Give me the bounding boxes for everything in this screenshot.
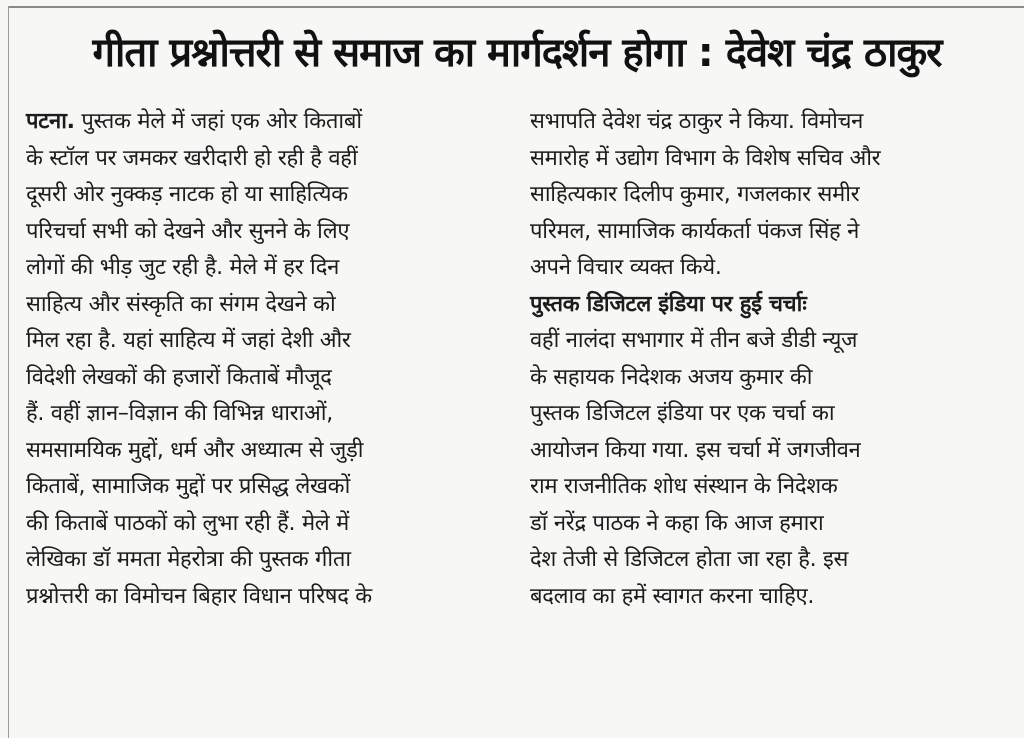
text-line: साहित्यकार दिलीप कुमार, गजलकार समीर — [530, 182, 860, 207]
left-border-rule — [8, 6, 9, 738]
text-line: पुस्तक मेले में जहां एक ओर किताबों — [74, 109, 362, 134]
text-line: प्रश्नोत्तरी का विमोचन बिहार विधान परिषद के — [26, 583, 372, 609]
text-line: अपने विचार व्यक्त किये. — [530, 255, 722, 280]
text-line: हैं. वहीं ज्ञान–विज्ञान की विभिन्न धाराओं, — [26, 401, 333, 426]
text-line: दूसरी ओर नुक्कड़ नाटक हो या साहित्यिक — [26, 182, 348, 207]
text-line: के स्टॉल पर जमकर खरीदारी हो रही है वहीं — [26, 145, 358, 171]
subheading: पुस्तक डिजिटल इंडिया पर हुई चर्चाः — [530, 291, 807, 317]
first-line — [26, 104, 496, 141]
text-line: लोगों की भीड़ जुट रही है. मेले में हर दिन — [26, 255, 340, 280]
text-line: परिचर्चा सभी को देखने और सुनने के लिए — [26, 218, 350, 244]
text-line: विदेशी लेखकों की हजारों किताबें मौजूद — [26, 364, 332, 390]
text-line: मिल रहा है. यहां साहित्य में जहां देशी और — [26, 328, 351, 353]
right-column — [530, 104, 1000, 615]
text-line: के सहायक निदेशक अजय कुमार की — [530, 364, 813, 390]
text-line: परिमल, सामाजिक कार्यकर्ता पंकज सिंह ने — [530, 218, 860, 244]
dateline: पटना. — [26, 109, 75, 134]
top-border-rule — [8, 6, 1024, 8]
text-line: बदलाव का हमें स्वागत करना चाहिए. — [530, 583, 815, 609]
text-line: राम राजनीतिक शोध संस्थान के निदेशक — [530, 474, 838, 499]
text-line: समारोह में उद्योग विभाग के विशेष सचिव और — [530, 145, 881, 171]
text-line: वहीं नालंदा सभागार में तीन बजे डीडी न्यूज — [530, 328, 858, 353]
text-line: किताबें, सामाजिक मुद्दों पर प्रसिद्ध लेखकों — [26, 474, 350, 499]
text-line: समसामयिक मुद्दों, धर्म और अध्यात्म से जुड़ी — [26, 437, 364, 463]
text-line: साहित्य और संस्कृति का संगम देखने को — [26, 291, 336, 317]
headline: गीता प्रश्नोत्तरी से समाज का मार्गदर्शन होगा : देवेश चंद्र ठाकुर — [92, 30, 942, 76]
text-line: पुस्तक डिजिटल इंडिया पर एक चर्चा का — [530, 401, 835, 426]
text-line: लेखिका डॉ ममता मेहरोत्रा की पुस्तक गीता — [26, 547, 351, 572]
text-line: सभापति देवेश चंद्र ठाकुर ने किया. विमोचन — [530, 109, 864, 134]
text-line: देश तेजी से डिजिटल होता जा रहा है. इस — [530, 547, 849, 572]
text-line: आयोजन किया गया. इस चर्चा में जगजीवन — [530, 437, 861, 463]
text-line: डॉ नरेंद्र पाठक ने कहा कि आज हमारा — [530, 510, 824, 536]
left-column — [26, 104, 496, 615]
text-line: की किताबें पाठकों को लुभा रही हैं. मेले में — [26, 510, 349, 536]
